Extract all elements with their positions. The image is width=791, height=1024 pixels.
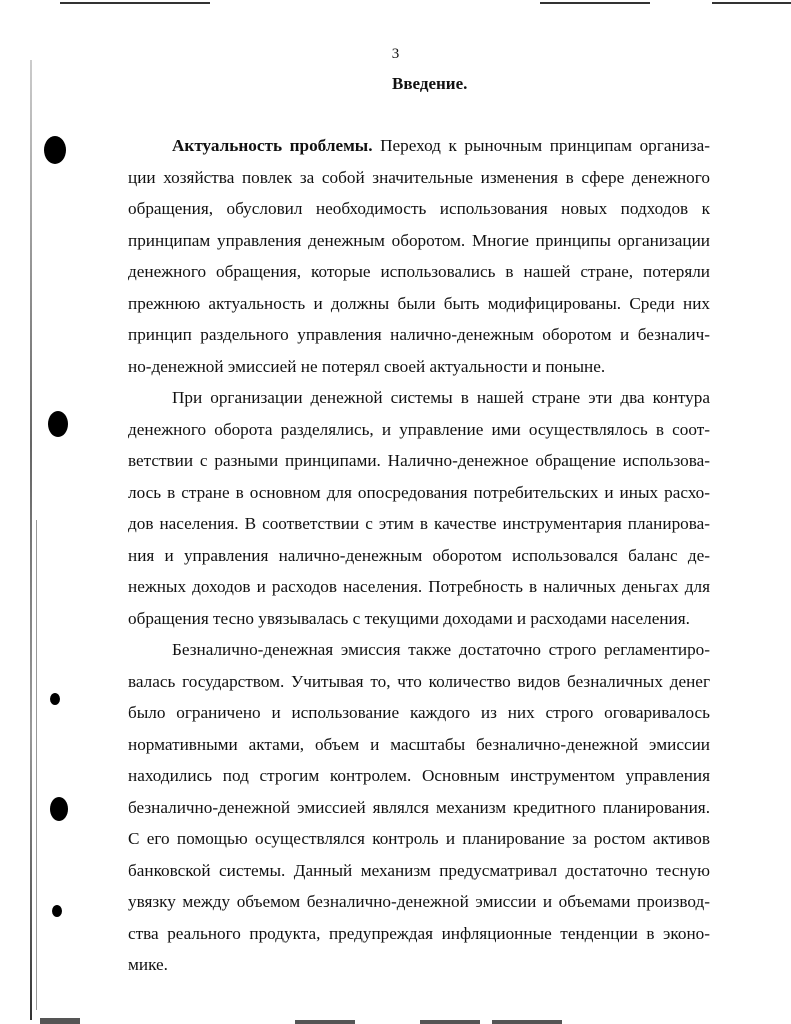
text-line: Безналично-денежная эмиссия также достаточно строго регламентиро- [172,640,710,659]
text-line: валась государством. Учитывая то, что количество видов безналичных денег [128,671,710,691]
text-line [128,130,710,162]
text-line: денежного обращения, которые использовались в нашей стране, потеряли [128,262,710,281]
text-line: ния и управления налично-денежным оборотом использовался баланс де- [128,545,710,565]
scan-edge-bottom-mid2 [420,1020,480,1024]
text-line: нормативными актами, объем и масштабы безналично-денежной эмиссии [128,734,710,754]
text-line: обращения тесно увязывалась с текущими доходами и расходами населения. [128,608,690,628]
text-line: находились под строгим контролем. Основным инструментом управления [128,766,710,785]
text-line: принцип раздельного управления налично-денежным оборотом и безналич- [128,325,710,344]
text-line: прежнюю актуальность и должны были быть модифицированы. Среди них [128,293,710,313]
page-title: Введение. [392,74,468,93]
text-line: лось в стране в основном для опосредования потребительских и иных расхо- [128,482,710,502]
text-line: ства реального продукта, предупреждая инфляционные тенденции в эконо- [128,923,710,943]
text-line: увязку между объемом безналично-денежной эмиссии и объемами производ- [128,892,710,911]
text-line: дов населения. В соответствии с этим в качестве инструментария планирова- [128,514,710,533]
punch-hole [52,905,62,917]
scan-edge-top-left [60,2,210,4]
text-line: мике. [128,955,168,974]
scan-edge-bottom-left [40,1018,80,1024]
text-line: было ограничено и использование каждого из них строго оговаривалось [128,703,710,722]
text-line: нежных доходов и расходов населения. Потребность в наличных деньгах для [128,577,710,596]
page-number: 3 [391,46,400,62]
scan-edge-bottom-right [492,1020,562,1024]
text-line: С его помощью осуществлялся контроль и планирование за ростом активов [128,829,710,848]
text-line: обращения, обусловил необходимость использования новых подходов к [128,199,710,218]
text-line-content: Переход к рыночным принципам организа- [372,136,710,155]
text-line: но-денежной эмиссией не потерял своей актуальности и поныне. [128,356,606,376]
scan-edge-left-inner [36,520,37,1010]
text-line: ветствии с разными принципами. Налично-денежное обращение использова- [128,451,710,470]
punch-hole [48,411,68,437]
scan-edge-top-right [540,2,650,4]
text-line: денежного оборота разделялись, и управление ими осуществлялось в соот- [128,419,710,439]
text-line: безналично-денежной эмиссией являлся механизм кредитного планирования. [128,797,710,817]
text-line: При организации денежной системы в нашей стране эти два контура [172,388,710,407]
punch-hole [50,693,60,705]
punch-hole [50,797,68,821]
document-body [128,130,710,981]
scan-edge-bottom-mid [295,1020,355,1024]
text-line: банковской системы. Данный механизм предусматривал достаточно тесную [128,860,710,880]
paragraph-lead: Актуальность проблемы. [172,136,373,155]
text-line: принципам управления денежным оборотом. Многие принципы организации [128,230,710,250]
punch-hole [44,136,66,164]
scan-edge-left [30,60,32,1020]
text-line: ции хозяйства повлек за собой значительные изменения в сфере денежного [128,167,710,187]
scan-edge-top-far-right [712,2,791,4]
